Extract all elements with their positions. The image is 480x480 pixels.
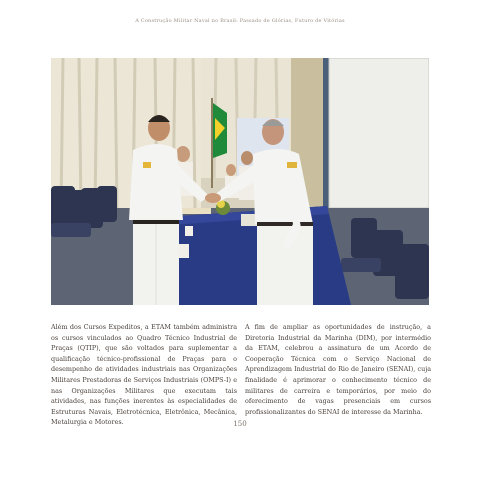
- running-header: A Construção Militar Naval no Brasil: Passado de Glórias, Futuro de Vitórias: [135, 18, 345, 24]
- ceremony-photo: [51, 58, 429, 305]
- body-text-left: Além dos Cursos Expeditos, a ETAM também administra os cursos vinculados ao Quadro Técnico Industrial de Praças (QTIP), que são voltados para suplementar a qualificação técnico-profissional de Praças para o desempenho de atividades industriais nas Organizações Militares Prestadoras de Serviços Industriais (OMPS-I) e nas Organizações Militares que executam tais atividades, nas funções inerentes às especialidades de Estruturas Navais, Eletrotécnica, Eletrônica, Mecânica, Metalurgia e Motores.: [51, 323, 237, 427]
- body-text-right: A fim de ampliar as oportunidades de instrução, a Diretoria Industrial da Marinha (DIM), por intermédio da ETAM, celebrou a assinatura de um Acordo de Cooperação Técnica com o Serviço Nacional de Aprendizagem Industrial do Rio de Janeiro (SENAI), cuja finalidade é aprimorar o conhecimento técnico de militares de carreira e temporários, por meio do oferecimento de vagas presenciais em cursos profissionalizantes do SENAI de interesse da Marinha.: [245, 323, 431, 416]
- page-number: 150: [233, 420, 247, 428]
